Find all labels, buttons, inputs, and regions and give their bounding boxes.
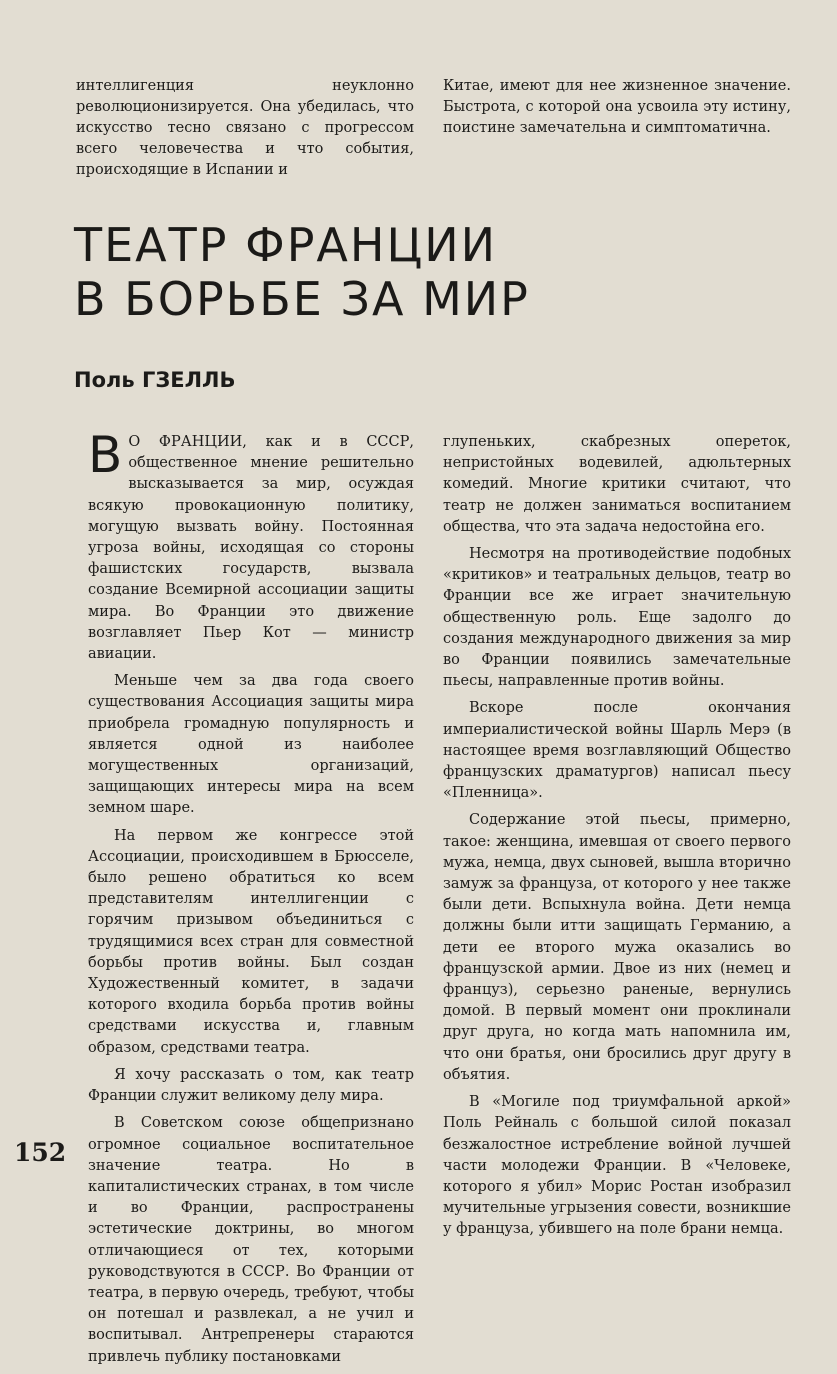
top-left-column xyxy=(76,76,414,181)
title-line-2: В БОРЬБЕ ЗА МИР xyxy=(74,272,530,326)
top-right-text: Китае, имеют для нее жизненное значение. Быстрота, с которой она усвоила эту истину, поистине замечательна и симптоматична. xyxy=(443,78,791,136)
paragraph: Меньше чем за два года своего существования Ассоциация защиты мира приобрела громадную популярность и является одной из наиболее могущественных организаций, защищающих интересы мира на всем земном шаре. xyxy=(88,673,414,817)
paragraph: Я хочу рассказать о том, как театр Франции служит великому делу мира. xyxy=(88,1066,414,1105)
top-left-text: интеллигенция неуклонно революционизируется. Она убедилась, что искусство тесно связано с прогрессом всего человечества и что события, происходящие в Испании и xyxy=(76,78,414,178)
drop-cap: В xyxy=(88,426,123,484)
paragraph: глупеньких, скабрезных опереток, непристойных водевилей, адюльтерных комедий. Многие критики считают, что театр не должен заниматься воспитанием общества, что эта задача недостойна его. xyxy=(443,434,791,535)
paragraph: В «Могиле под триумфальной аркой» Поль Рейналь с большой силой показал безжалостное истребление войной лучшей части молодежи Франции. В «Человеке, которого я убил» Морис Ростан изобразил мучительные угрызения совести, возникшие у француза, убившего на поле брани немца. xyxy=(443,1094,791,1238)
paragraph: Несмотря на противодействие подобных «критиков» и театральных дельцов, театр во Франции все же играет значительную общественную роль. Еще задолго до создания международного движения за мир во Франции появились замечательные пьесы, направленные против войны. xyxy=(443,546,791,690)
author-name: Поль ГЗЕЛЛЬ xyxy=(74,368,236,392)
paragraph: Содержание этой пьесы, примерно, такое: женщина, имевшая от своего первого мужа, немца, двух сыновей, вышла вторично замуж за француза, от которого у нее также были дети. Вспыхнула война. Дети немца должны были итти защищать Германию, а дети ее второго мужа оказались во французской армии. Двое из них (немец и француз), серьезно раненые, вернулись домой. В первый момент они проклинали друг друга, но когда мать напомнила им, что они братья, они бросились друг другу в объятия. xyxy=(443,812,791,1083)
paragraph: Вскоре после окончания империалистической войны Шарль Мерэ (в настоящее время возглавляющий Общество французских драматургов) написал пьесу «Пленница». xyxy=(443,700,791,802)
paragraph: На первом же конгрессе этой Ассоциации, происходившем в Брюсселе, было решено обратиться ко всем представителям интеллигенции с горячим призывом объединиться с трудящимися всех стран для совместной борьбы против войны. Был создан Художественный комитет, в задачи которого входила борьба против войны средствами искусства и, главным образом, средствами театра. xyxy=(88,827,414,1056)
body-left-column xyxy=(88,426,414,1374)
top-right-column xyxy=(443,76,791,139)
paragraph: В Советском союзе общепризнано огромное социальное воспитательное значение театра. Но в капиталистических странах, в том числе и во Франции, распространены эстетические доктрины, во многом отличающиеся от тех, которыми руководствуются в СССР. Во Франции от театра, в первую очередь, требуют, чтобы он потешал и развлекал, а не учил и воспитывал. Антрепренеры стараются привлечь публику постановками xyxy=(88,1115,414,1365)
body-right-column xyxy=(443,432,791,1247)
page-number: 152 xyxy=(14,1138,67,1167)
paragraph: В О ФРАНЦИИ, как и в СССР, общественное мнение решительно высказывается за мир, осуждая всякую провокационную политику, могущую вызвать войну. Постоянная угроза войны, исходящая со стороны фашистских государств, вызвала создание Всемирной ассоциации защиты мира. Во Франции это движение возглавляет Пьер Кот — министр авиации. xyxy=(88,426,414,663)
article-title xyxy=(74,218,530,326)
title-line-1: ТЕАТР ФРАНЦИИ xyxy=(74,218,498,272)
